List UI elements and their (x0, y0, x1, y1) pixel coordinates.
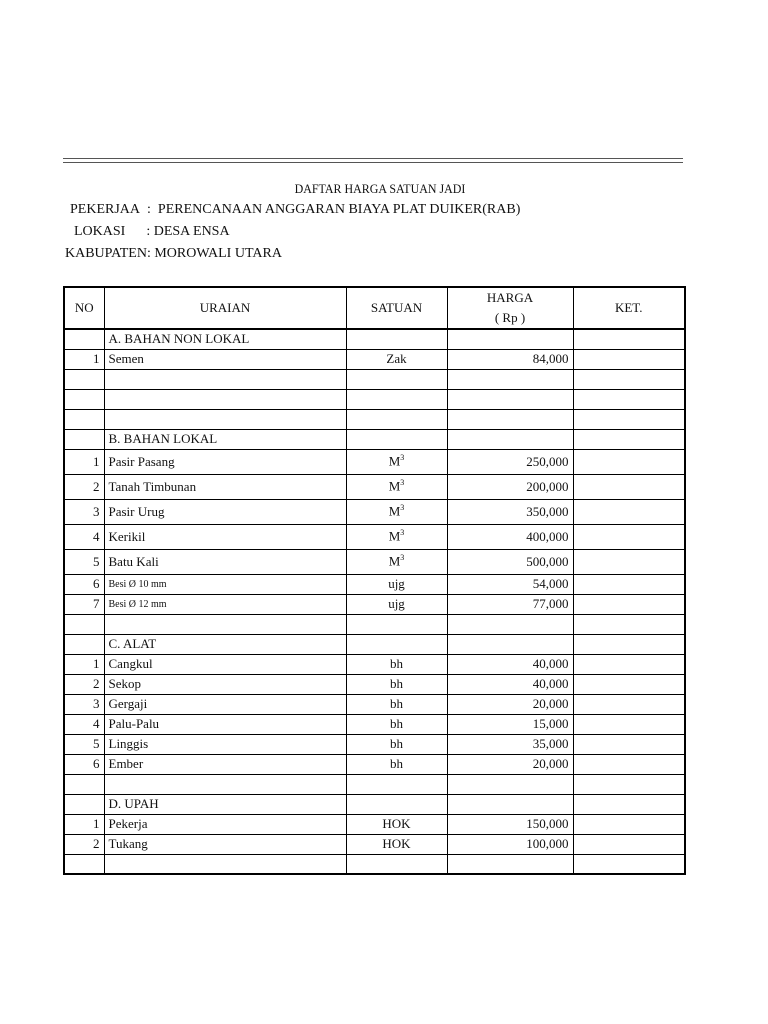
col-header-satuan: SATUAN (346, 287, 447, 329)
cell-no: 4 (64, 524, 104, 549)
cell-satuan-unit: M (388, 553, 401, 569)
cell-uraian: Ember (104, 754, 346, 774)
cell-ket (573, 694, 685, 714)
price-table (63, 286, 686, 875)
cell-no (64, 329, 104, 349)
cell-uraian: Semen (104, 349, 346, 369)
cell-satuan-unit: M (388, 528, 401, 544)
cell-uraian: Gergaji (104, 694, 346, 714)
cell-no: 3 (64, 499, 104, 524)
cell-ket (573, 349, 685, 369)
cell-uraian: Pekerja (104, 814, 346, 834)
cell-no: 2 (64, 674, 104, 694)
cell-ket (573, 714, 685, 734)
cell-no: 1 (64, 654, 104, 674)
cell-satuan-unit: bh (390, 676, 403, 691)
cell-satuan (346, 449, 447, 474)
cell-uraian: Cangkul (104, 654, 346, 674)
cell-harga (447, 429, 573, 449)
table-row (64, 499, 685, 524)
cell-harga: 20,000 (447, 694, 573, 714)
cell-harga (447, 794, 573, 814)
cell-no (64, 854, 104, 874)
header-lokasi: LOKASI : DESA ENSA (74, 224, 230, 239)
cell-uraian: D. UPAH (104, 794, 346, 814)
cell-no: 6 (64, 574, 104, 594)
cell-ket (573, 389, 685, 409)
cell-uraian: Sekop (104, 674, 346, 694)
table-row (64, 574, 685, 594)
cell-harga: 250,000 (447, 449, 573, 474)
table-body (64, 329, 685, 874)
cell-ket (573, 499, 685, 524)
cell-satuan-unit: HOK (382, 816, 411, 831)
cell-satuan (346, 774, 447, 794)
table-row (64, 834, 685, 854)
cell-uraian: Kerikil (104, 524, 346, 549)
cell-no (64, 774, 104, 794)
cell-satuan (346, 409, 447, 429)
cell-harga: 400,000 (447, 524, 573, 549)
cell-uraian: Linggis (104, 734, 346, 754)
cell-harga: 54,000 (447, 574, 573, 594)
cell-harga: 40,000 (447, 674, 573, 694)
cell-uraian: Besi Ø 12 mm (104, 594, 346, 614)
cell-harga (447, 409, 573, 429)
cell-no: 2 (64, 474, 104, 499)
cell-harga: 35,000 (447, 734, 573, 754)
cell-ket (573, 794, 685, 814)
cell-ket (573, 834, 685, 854)
cell-no: 1 (64, 814, 104, 834)
cell-satuan-exponent: 3 (400, 478, 405, 488)
cell-satuan-unit: bh (390, 736, 403, 751)
cell-ket (573, 674, 685, 694)
cell-harga: 350,000 (447, 499, 573, 524)
cell-harga: 15,000 (447, 714, 573, 734)
cell-no: 6 (64, 754, 104, 774)
cell-ket (573, 594, 685, 614)
table-row (64, 674, 685, 694)
table-row (64, 814, 685, 834)
cell-satuan (346, 429, 447, 449)
table-row (64, 794, 685, 814)
table-row (64, 754, 685, 774)
cell-satuan (346, 594, 447, 614)
cell-satuan (346, 834, 447, 854)
cell-satuan-unit: M (388, 453, 401, 469)
cell-uraian (104, 389, 346, 409)
cell-harga: 40,000 (447, 654, 573, 674)
cell-ket (573, 524, 685, 549)
cell-satuan-unit: M (388, 503, 401, 519)
cell-satuan-unit: bh (390, 696, 403, 711)
cell-no (64, 409, 104, 429)
cell-harga: 84,000 (447, 349, 573, 369)
table-row (64, 549, 685, 574)
table-row (64, 774, 685, 794)
table-row (64, 449, 685, 474)
cell-satuan (346, 714, 447, 734)
cell-uraian: Tanah Timbunan (104, 474, 346, 499)
cell-ket (573, 329, 685, 349)
cell-uraian: C. ALAT (104, 634, 346, 654)
table-row (64, 409, 685, 429)
cell-uraian (104, 854, 346, 874)
cell-harga (447, 634, 573, 654)
col-header-harga-label: HARGA (486, 290, 534, 305)
top-rule-double (63, 162, 683, 163)
cell-harga (447, 389, 573, 409)
cell-harga: 500,000 (447, 549, 573, 574)
cell-uraian: Tukang (104, 834, 346, 854)
col-header-uraian: URAIAN (104, 287, 346, 329)
table-row (64, 349, 685, 369)
cell-ket (573, 814, 685, 834)
cell-ket (573, 449, 685, 474)
cell-ket (573, 574, 685, 594)
cell-satuan (346, 794, 447, 814)
cell-satuan (346, 694, 447, 714)
header-pekerjaan: PEKERJAA : PERENCANAAN ANGGARAN BIAYA PLAT DUIKER(RAB) (70, 202, 521, 217)
cell-uraian: Batu Kali (104, 549, 346, 574)
cell-ket (573, 369, 685, 389)
col-header-harga-unit: ( Rp ) (494, 310, 526, 325)
cell-satuan (346, 499, 447, 524)
cell-uraian: B. BAHAN LOKAL (104, 429, 346, 449)
cell-satuan-unit: bh (390, 756, 403, 771)
top-rule (63, 158, 683, 159)
cell-ket (573, 549, 685, 574)
cell-uraian: A. BAHAN NON LOKAL (104, 329, 346, 349)
cell-no: 1 (64, 449, 104, 474)
col-header-no: NO (64, 287, 104, 329)
cell-uraian: Palu-Palu (104, 714, 346, 734)
cell-ket (573, 614, 685, 634)
cell-satuan (346, 854, 447, 874)
cell-no: 5 (64, 734, 104, 754)
cell-harga: 77,000 (447, 594, 573, 614)
cell-ket (573, 474, 685, 499)
cell-uraian (104, 369, 346, 389)
cell-satuan (346, 614, 447, 634)
cell-satuan (346, 389, 447, 409)
cell-satuan (346, 754, 447, 774)
table-row (64, 429, 685, 449)
cell-uraian (104, 774, 346, 794)
cell-no (64, 389, 104, 409)
table-row (64, 654, 685, 674)
cell-satuan (346, 814, 447, 834)
document-title: DAFTAR HARGA SATUAN JADI (294, 181, 466, 196)
cell-uraian (104, 614, 346, 634)
table-header-row (64, 287, 685, 329)
cell-harga (447, 854, 573, 874)
cell-no: 3 (64, 694, 104, 714)
cell-satuan (346, 329, 447, 349)
cell-satuan-exponent: 3 (400, 453, 405, 463)
cell-uraian: Pasir Pasang (104, 449, 346, 474)
cell-ket (573, 774, 685, 794)
cell-no (64, 369, 104, 389)
cell-satuan (346, 549, 447, 574)
cell-ket (573, 754, 685, 774)
cell-no (64, 614, 104, 634)
table-row (64, 854, 685, 874)
col-header-ket: KET. (573, 287, 685, 329)
cell-satuan-exponent: 3 (400, 553, 405, 563)
cell-ket (573, 734, 685, 754)
table-row (64, 734, 685, 754)
cell-satuan (346, 474, 447, 499)
cell-satuan-exponent: 3 (400, 528, 405, 538)
cell-uraian (104, 409, 346, 429)
cell-satuan-unit: Zak (386, 351, 407, 366)
cell-satuan (346, 654, 447, 674)
cell-no (64, 429, 104, 449)
col-header-harga (447, 287, 573, 329)
cell-harga (447, 614, 573, 634)
cell-satuan (346, 574, 447, 594)
cell-no (64, 794, 104, 814)
table-row (64, 524, 685, 549)
header-kabupaten: KABUPATEN: MOROWALI UTARA (65, 246, 282, 261)
cell-ket (573, 409, 685, 429)
cell-uraian: Besi Ø 10 mm (104, 574, 346, 594)
table-row (64, 369, 685, 389)
table-row (64, 614, 685, 634)
cell-no: 2 (64, 834, 104, 854)
cell-ket (573, 634, 685, 654)
table-row (64, 474, 685, 499)
cell-harga: 20,000 (447, 754, 573, 774)
cell-harga: 200,000 (447, 474, 573, 499)
cell-no: 5 (64, 549, 104, 574)
cell-no (64, 634, 104, 654)
cell-no: 1 (64, 349, 104, 369)
cell-satuan (346, 369, 447, 389)
cell-satuan (346, 634, 447, 654)
cell-satuan-exponent: 3 (400, 503, 405, 513)
cell-satuan-unit: bh (390, 656, 403, 671)
cell-satuan (346, 349, 447, 369)
cell-no: 7 (64, 594, 104, 614)
table-row (64, 594, 685, 614)
cell-ket (573, 654, 685, 674)
cell-satuan (346, 524, 447, 549)
cell-satuan-unit: ujg (388, 596, 405, 611)
cell-uraian: Pasir Urug (104, 499, 346, 524)
cell-harga (447, 369, 573, 389)
cell-ket (573, 429, 685, 449)
table-row (64, 714, 685, 734)
cell-no: 4 (64, 714, 104, 734)
cell-satuan-unit: bh (390, 716, 403, 731)
table-row (64, 329, 685, 349)
cell-harga: 100,000 (447, 834, 573, 854)
cell-satuan (346, 674, 447, 694)
cell-harga (447, 774, 573, 794)
cell-harga: 150,000 (447, 814, 573, 834)
table-row (64, 694, 685, 714)
cell-satuan-unit: HOK (382, 836, 411, 851)
table-row (64, 389, 685, 409)
cell-harga (447, 329, 573, 349)
table-row (64, 634, 685, 654)
cell-satuan-unit: ujg (388, 576, 405, 591)
cell-satuan-unit: M (388, 478, 401, 494)
cell-satuan (346, 734, 447, 754)
cell-ket (573, 854, 685, 874)
